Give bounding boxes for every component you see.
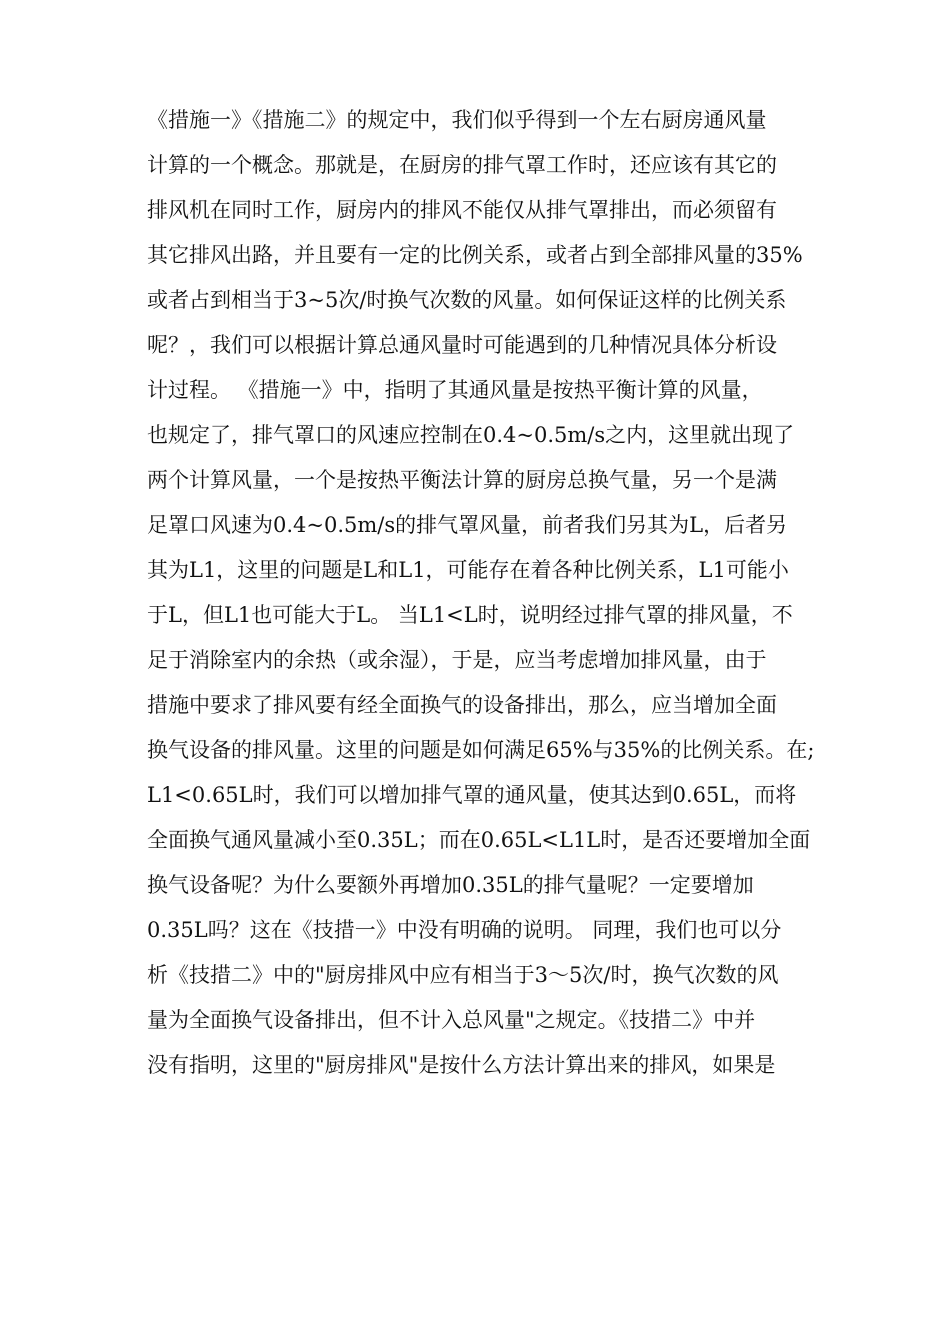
- text-line: 量为全面换气设备排出，但不计入总风量"之规定。《技措二》中并: [147, 1008, 756, 1032]
- text-line: 也规定了，排气罩口的风速应控制在0.4~0.5m/s之内，这里就出现了: [147, 423, 795, 447]
- text-line: 0.35L吗？这在《技措一》中没有明确的说明。 同理，我们也可以分: [147, 918, 782, 942]
- text-line: 于L，但L1也可能大于L。 当L1<L时，说明经过排气罩的排风量，不: [147, 603, 793, 627]
- text-line: 换气设备的排风量。这里的问题是如何满足65%与35%的比例关系。在;: [147, 738, 815, 762]
- body-paragraph: [147, 98, 817, 1088]
- text-line: 没有指明，这里的"厨房排风"是按什么方法计算出来的排风，如果是: [147, 1053, 776, 1077]
- text-line: 足罩口风速为0.4~0.5m/s的排气罩风量，前者我们另其为L，后者另: [147, 513, 788, 537]
- text-line: 措施中要求了排风要有经全面换气的设备排出，那么，应当增加全面: [147, 693, 777, 717]
- text-line: 《措施一》《措施二》的规定中，我们似乎得到一个左右厨房通风量: [147, 108, 767, 132]
- text-line: 析《技措二》中的"厨房排风中应有相当于3～5次/时，换气次数的风: [147, 963, 779, 987]
- text-line: 全面换气通风量减小至0.35L；而在0.65L<L1L时，是否还要增加全面: [147, 828, 811, 852]
- text-line: 排风机在同时工作，厨房内的排风不能仅从排气罩排出，而必须留有: [147, 198, 777, 222]
- text-line: 足于消除室内的余热（或余湿），于是，应当考虑增加排风量，由于: [147, 648, 767, 672]
- text-line: 两个计算风量，一个是按热平衡法计算的厨房总换气量，另一个是满: [147, 468, 777, 492]
- text-line: 其它排风出路，并且要有一定的比例关系，或者占到全部排风量的35%: [147, 243, 803, 267]
- text-line: 计算的一个概念。那就是，在厨房的排气罩工作时，还应该有其它的: [147, 153, 777, 177]
- text-line: 其为L1，这里的问题是L和L1，可能存在着各种比例关系，L1可能小: [147, 558, 789, 582]
- text-line: 呢？，我们可以根据计算总通风量时可能遇到的几种情况具体分析设: [147, 333, 777, 357]
- text-line: 换气设备呢？为什么要额外再增加0.35L的排气量呢？一定要增加: [147, 873, 754, 897]
- text-line: L1<0.65L时，我们可以增加排气罩的通风量，使其达到0.65L，而将: [147, 783, 797, 807]
- text-line: 或者占到相当于3~5次/时换气次数的风量。如何保证这样的比例关系: [147, 288, 787, 312]
- text-line: 计过程。 《措施一》中，指明了其通风量是按热平衡计算的风量，: [147, 378, 763, 402]
